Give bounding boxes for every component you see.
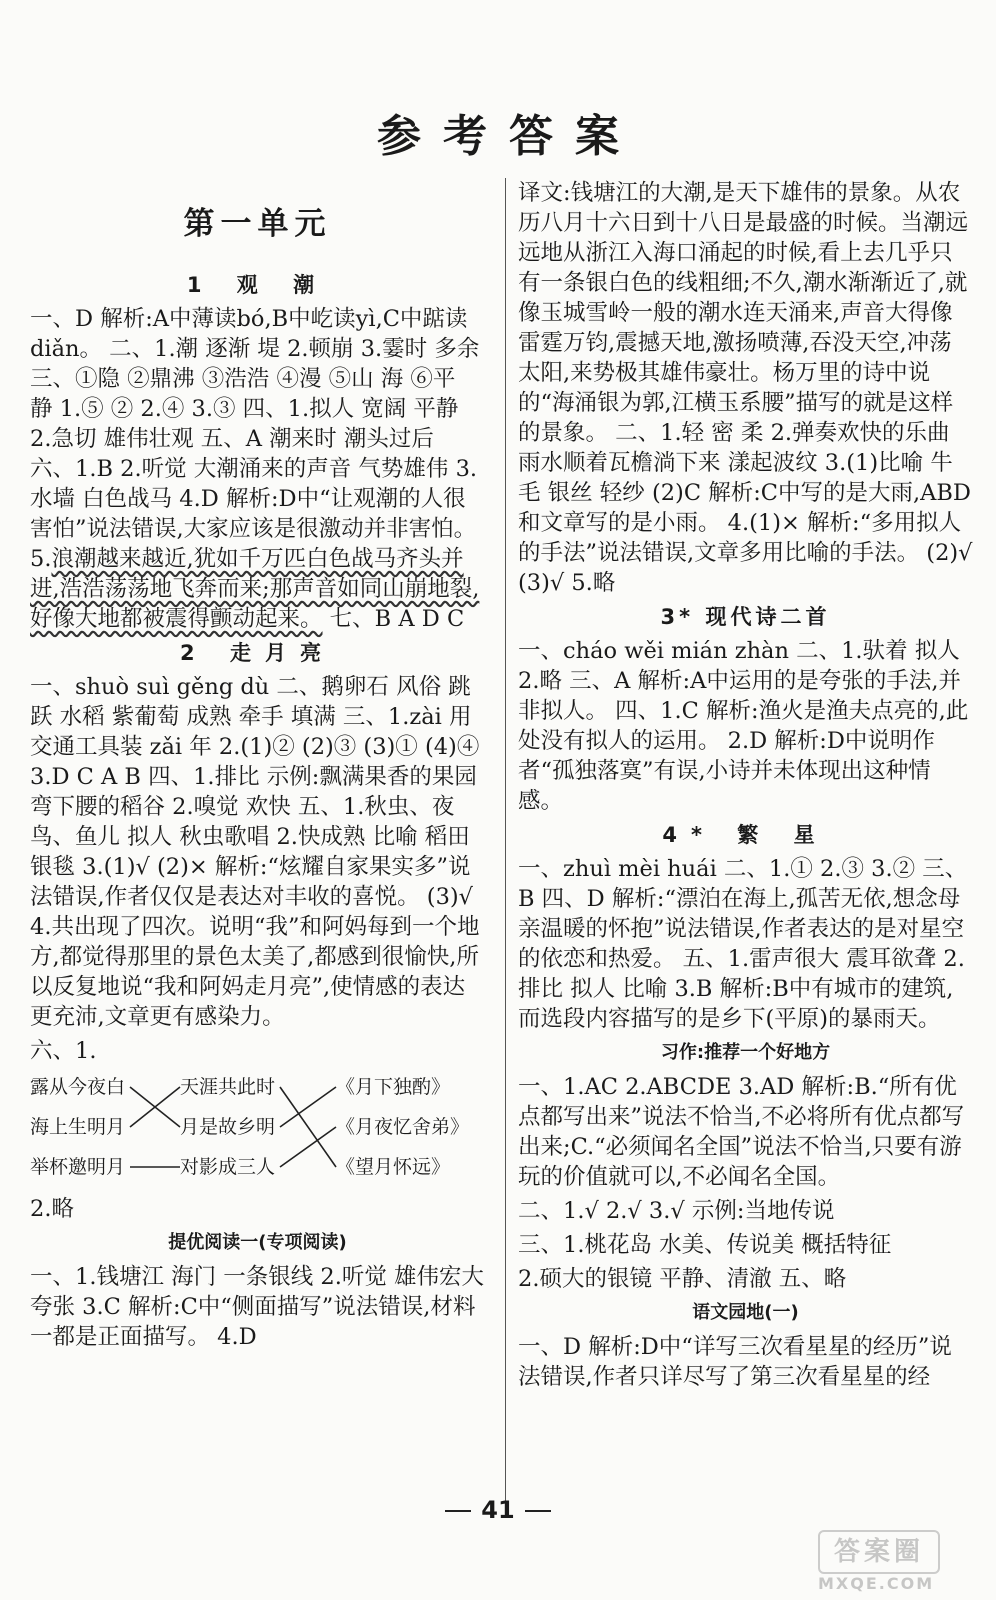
lesson-4-title: 4* 繁 星 (662, 823, 829, 847)
lesson-1-answers-end: 七、B A D C (322, 606, 465, 632)
lesson-2-answers: 一、shuò suì gěng dù 二、鹅卵石 风俗 跳跃 水稻 紫葡萄 成熟 牵手 填满 三、1.zài 用交通工具装 zǎi 年 2.(1)② (2)③ (3)① (4)④ 3.D C A B 四、1.排比 示例:飘满果香的果园 弯下腰的稻谷 2.嗅觉 欢快 五、1.秋虫、夜鸟、鱼儿 拟人 秋虫歌唱 2.快成熟 比喻 稻田 银毯 3.(1)√ (2)× 解析:“炫耀自家果实多”说法错误,作者仅仅是表达对丰收的喜悦。 (3)√ 4.共出现了四次。说明“我”和阿妈每到一个地方,都觉得那里的景色太美了,都感到很愉快,所以反复地说“我和阿妈走月亮”,使情感的表达更充沛,文章更有感染力。 (30, 674, 480, 1030)
page-number-dash-right (525, 1510, 551, 1512)
matching-left-1: 露从今夜白 (30, 1076, 126, 1098)
match-line-4 (280, 1087, 336, 1167)
composition-answers-4: 2.硕大的银镜 平静、清澈 五、略 (518, 1266, 847, 1292)
reading-1-answers: 一、1.钱塘江 海门 一条银线 2.听觉 雄伟宏大 夸张 3.C 解析:C中“侧面描写”说法错误,材料一都是正面描写。 4.D (30, 1264, 485, 1350)
match-line-5 (280, 1087, 336, 1127)
right-column (518, 178, 973, 1396)
matching-middle-2: 月是故乡明 (180, 1116, 276, 1138)
watermark-logo-text: 答案圈 (818, 1530, 940, 1574)
matching-right-1: 《月下独酌》 (336, 1076, 451, 1098)
unit-title: 第一单元 (183, 206, 332, 242)
lesson-1-answers-text: 一、D 解析:A中薄读bó,B中屹读yì,C中踮读diǎn。 二、1.潮 逐渐 堤 2.顿崩 3.霎时 多余 三、①隐 ②鼎沸 ③浩浩 ④漫 ⑤山 海 ⑥平 静 1.⑤ ② 2.④ 3.③ 四、1.拟人 宽阔 平静 2.急切 雄伟壮观 五、A 潮来时 潮头过后 六、1.B 2.听觉 大潮涌来的声音 气势雄伟 3.水墙 白色战马 4.D 解析:D中“让观潮的人很害怕”说法错误,大家应该是很激动并非害怕。 5. (30, 306, 480, 572)
garden-1-title: 语文园地(一) (692, 1302, 799, 1323)
matching-middle-3: 对影成三人 (180, 1156, 276, 1178)
matching-middle-1: 天涯共此时 (180, 1076, 276, 1098)
lesson-4-answers: 一、zhuì mèi huái 二、1.① 2.③ 3.② 三、B 四、D 解析:“漂泊在海上,孤苦无依,想念母亲温暖的怀抱”说法错误,作者表达的是对星空的依恋和热爱。 五、1.雷声很大 震耳欲聋 2.排比 拟人 比喻 3.B 解析:B中有城市的建筑,而选段内容描写的是乡下(平原)的暴雨天。 (518, 856, 968, 1032)
lesson-1-title: 1 观 潮 (186, 273, 329, 297)
column-divider (505, 178, 506, 1513)
lesson-3-answers: 一、cháo wěi mián zhàn 二、1.驮着 拟人 2.略 三、A 解析:A中运用的是夸张的手法,并非拟人。 四、1.C 解析:渔火是渔夫点亮的,此处没有拟人的运用。 2.D 解析:D中说明作者“孤独落寞”有误,小诗并未体现出这种情感。 (518, 638, 969, 814)
matching-lines (30, 1070, 485, 1188)
composition-title: 习作:推荐一个好地方 (660, 1042, 831, 1063)
lesson-3-title: 3* 现代诗二首 (660, 605, 831, 629)
page-number (0, 1496, 996, 1524)
lesson-2-answer-end: 2.略 (30, 1196, 74, 1222)
poem-matching-diagram (30, 1070, 485, 1188)
lesson-2-matching-label: 六、1. (30, 1038, 97, 1064)
matching-left-2: 海上生明月 (30, 1116, 126, 1138)
matching-right-2: 《月夜忆舍弟》 (336, 1116, 470, 1138)
page-number-value: 41 (481, 1496, 515, 1524)
composition-answers-1: 一、1.AC 2.ABCDE 3.AD 解析:B.“所有优点都写出来”说法不恰当,不必将所有优点都写出来;C.“必须闻名全国”说法不恰当,只要有游玩的价值就可以,不必闻名全国。 (518, 1074, 965, 1190)
watermark-site: MXQE.COM (818, 1574, 935, 1593)
composition-answers-2: 二、1.√ 2.√ 3.√ 示例:当地传说 (518, 1198, 835, 1224)
page-number-dash-left (445, 1510, 471, 1512)
watermark-logo (818, 1530, 978, 1593)
composition-answers-3: 三、1.桃花岛 水美、传说美 概括特征 (518, 1232, 892, 1258)
match-line-6 (280, 1127, 336, 1167)
translation-answers: 译文:钱塘江的大潮,是天下雄伟的景象。从农历八月十六日到十八日是最盛的时候。当潮远远地从浙江入海口涌起的时候,看上去几乎只有一条银白色的线粗细;不久,潮水渐渐近了,就像玉城雪岭一般的潮水连天涌来,声音大得像雷霆万钧,震撼天地,激扬喷薄,吞没天空,冲荡太阳,来势极其雄伟豪壮。杨万里的诗中说的“海涌银为郭,江横玉系腰”描写的就是这样的景象。 二、1.轻 密 柔 2.弹奏欢快的乐曲 雨水顺着瓦檐淌下来 漾起波纹 3.(1)比喻 牛毛 银丝 轻纱 (2)C 解析:C中写的是大雨,ABD和文章写的是小雨。 4.(1)× 解析:“多用拟人的手法”说法错误,文章多用比喻的手法。 (2)√ (3)√ 5.略 (518, 180, 973, 596)
left-column (30, 178, 485, 1356)
lesson-1-answers (30, 304, 485, 634)
page-title: 参考答案 (377, 111, 641, 162)
reading-1-title: 提优阅读一(专项阅读) (168, 1232, 347, 1253)
garden-1-answers: 一、D 解析:D中“详写三次看星星的经历”说法错误,作者只详尽写了第三次看星星的经 (518, 1334, 952, 1390)
lesson-1-wavy-answer: 浪潮越来越近,犹如千万匹白色战马齐头并进,浩浩荡荡地飞奔而来;那声音如同山崩地裂,好像大地都被震得颤动起来。 (30, 546, 480, 632)
matching-left-3: 举杯邀明月 (30, 1156, 126, 1178)
lesson-2-title: 2 走月亮 (180, 641, 335, 665)
matching-right-3: 《望月怀远》 (336, 1156, 451, 1178)
